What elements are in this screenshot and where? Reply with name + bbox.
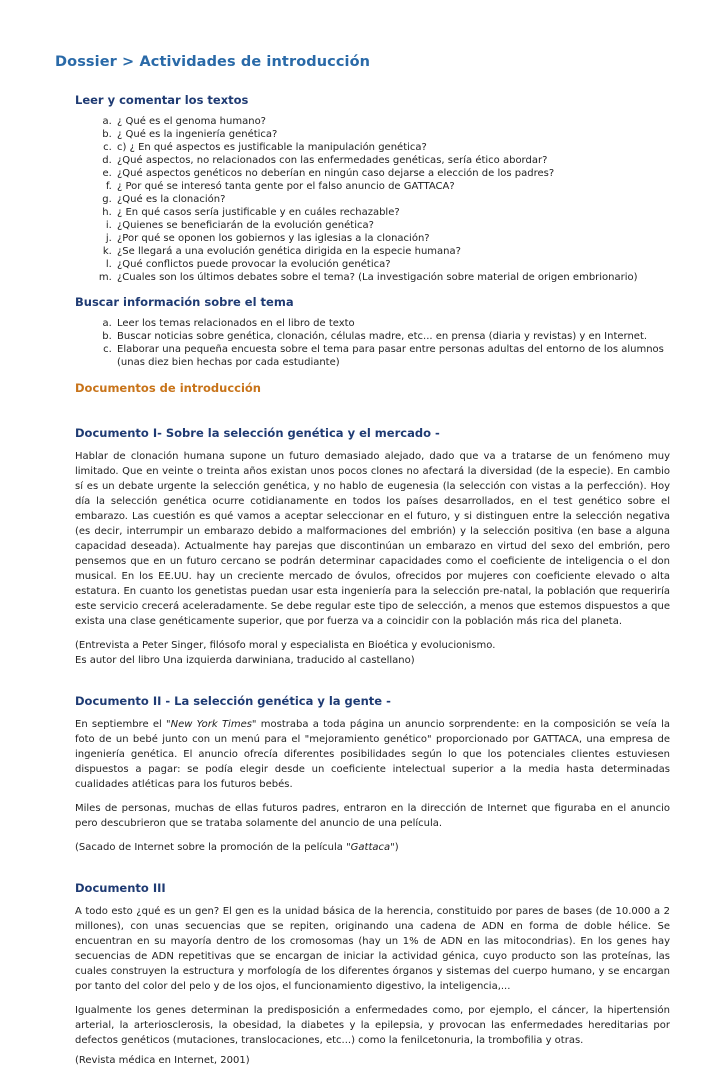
list-item: l. ¿Qué conflictos puede provocar la evolución genética? [115,258,670,271]
doc1-paragraph: Hablar de clonación humana supone un futuro demasiado alejado, dado que va a tratarse de un fenómeno muy limitado. Que en veinte o treinta años existan unos pocos clones no afectará la diversidad (de la especie). En cambio sí es un debate urgente la selección genética, y no hablo de eugenesia (la selección con vistas a la perfección). Hoy día la selección genética ocurre cotidianamente en todos los países desarrollados, en el test genético sobre el embarazo. Las cuestión es qué vamos a aceptar seleccionar en el futuro, y si distinguen entre la selección negativa (es decir, interrumpir un embarazo debido a malformaciones del embrión) y la selección positiva (en base a alguna capacidad deseada). Actualmente hay parejas que discontinúan un embarazo en virtud del sexo del embrión, pero pensemos que en un futuro cercano se podrán determinar capacidades como el coeficiente de inteligencia o el don musical. En los EE.UU. hay un creciente mercado de óvulos, ofrecidos por mujeres con coeficiente elevado o alta estatura. En cuanto los genetistas puedan usar esta ingeniería para la selección pre-natal, la población que requeriría este servicio crecerá aceleradamente. Se debe regular este tipo de selección, a menos que estemos dispuestos a que exista una clase genéticamente superior, que por fuerza va a coincidir con la población más rica del planeta. [75,451,670,627]
doc1-source-line2: Es autor del libro Una izquierda darwiniana, traducido al castellano) [75,655,415,666]
doc2-paragraph-2: Miles de personas, muchas de ellas futuros padres, entraron en la dirección de Internet que figuraba en el anuncio pero descubrieron que se trataba solamente del anuncio de una película. [75,803,670,829]
list-item: f. ¿ Por qué se interesó tanta gente por el falso anuncio de GATTACA? [115,180,670,193]
section-heading-documents: Documentos de introducción [75,381,261,395]
doc2-p1-start: En septiembre el [75,719,167,730]
doc3-paragraph-1: A todo esto ¿qué es un gen? El gen es la unidad básica de la herencia, constituido por pares de bases (de 10.000 a 2 millones), con unas secuencias que se repiten, originando una cadena de ADN en forma de doble hélice. Se encuentran en su mayoría dentro de los cromosomas (hay un 1% de ADN en las mitocondrias). En los genes hay secuencias de ADN repetitivas que se encargan de iniciar la actividad génica, cuyo producto son las proteínas, las cuales construyen la estructura y morfología de los diferentes órganos y sistemas del cuerpo humano, y se encargan por tanto del color del pelo y de los ojos, el funcionamiento digestivo, la inteligencia,... [75,906,670,992]
doc2-source-end: ") [390,842,399,853]
doc2-source [75,840,670,855]
list-item: d. ¿Qué aspectos, no relacionados con las enfermedades genéticas, sería ético abordar? [115,154,670,167]
list-item: k. ¿Se llegará a una evolución genética dirigida en la especie humana? [115,245,670,258]
list-item: j. ¿Por qué se oponen los gobiernos y las iglesias a la clonación? [115,232,670,245]
doc2-movie-name: Gattaca [350,842,391,853]
main-content [75,93,670,1068]
list-item: a. Leer los temas relacionados en el libro de texto [115,317,670,330]
doc3-source: (Revista médica en Internet, 2001) [75,1055,250,1066]
list-item: b. Buscar noticias sobre genética, clonación, células madre, etc... en prensa (diaria y revistas) y en Internet. [115,330,670,343]
doc2-heading: Documento II - La selección genética y la gente - [75,694,391,708]
list-item: c. Elaborar una pequeña encuesta sobre el tema para pasar entre personas adultas del entorno de los alumnos (unas diez bien hechas por cada estudiante) [115,343,670,369]
section-heading-search: Buscar información sobre el tema [75,295,294,309]
section-heading-read: Leer y comentar los textos [75,93,249,107]
doc2-p1-rest: mostraba a toda página un anuncio sorprendente: en la composición se veía la foto de un bebé junto con un menú para el "mejoramiento genético" proporcionado por GATTACA, una empresa de ingeniería genética. El anuncio ofrecía diferentes posibilidades según lo que los potenciales clientes estuviesen dispuestos a pagar: se podía elegir desde un coeficiente intelectual superior a la media hasta determinadas cualidades atléticas para los futuros bebés. [75,719,670,790]
doc2-paragraph-1 [75,717,670,792]
doc2-newspaper-name: "New York Times" [166,719,257,730]
list-item: m. ¿Cuales son los últimos debates sobre el tema? (La investigación sobre material de origen embrionario) [115,271,670,284]
list-item: c. c) ¿ En qué aspectos es justificable la manipulación genética? [115,141,670,154]
doc3-heading: Documento III [75,881,166,895]
list-item: e. ¿Qué aspectos genéticos no deberían en ningún caso dejarse a elección de los padres? [115,167,670,180]
doc2-source-start: (Sacado de Internet sobre la promoción de la película " [75,842,351,853]
list-item: b. ¿ Qué es la ingeniería genética? [115,128,670,141]
list-item: h. ¿ En qué casos sería justificable y en cuáles rechazable? [115,206,670,219]
doc1-source-line1: (Entrevista a Peter Singer, filósofo moral y especialista en Bioética y evolucionismo. [75,640,496,651]
doc3-paragraph-2: Igualmente los genes determinan la predisposición a enfermedades como, por ejemplo, el cáncer, la hipertensión arterial, la arteriosclerosis, la obesidad, la diabetes y la epilepsia, y provocan las enfermedades hereditarias por defectos genéticos (mutaciones, translocaciones, etc...) como la fenilcetonuria, la trombofilia y otras. [75,1005,670,1046]
list-item: a. ¿ Qué es el genoma humano? [115,115,670,128]
breadcrumb-title: Dossier > Actividades de introducción [55,54,371,70]
task-list [75,317,670,369]
question-list [75,115,670,284]
doc1-heading: Documento I- Sobre la selección genética y el mercado - [75,426,440,440]
list-item: g. ¿Qué es la clonación? [115,193,670,206]
list-item: i. ¿Quienes se beneficiarán de la evolución genética? [115,219,670,232]
